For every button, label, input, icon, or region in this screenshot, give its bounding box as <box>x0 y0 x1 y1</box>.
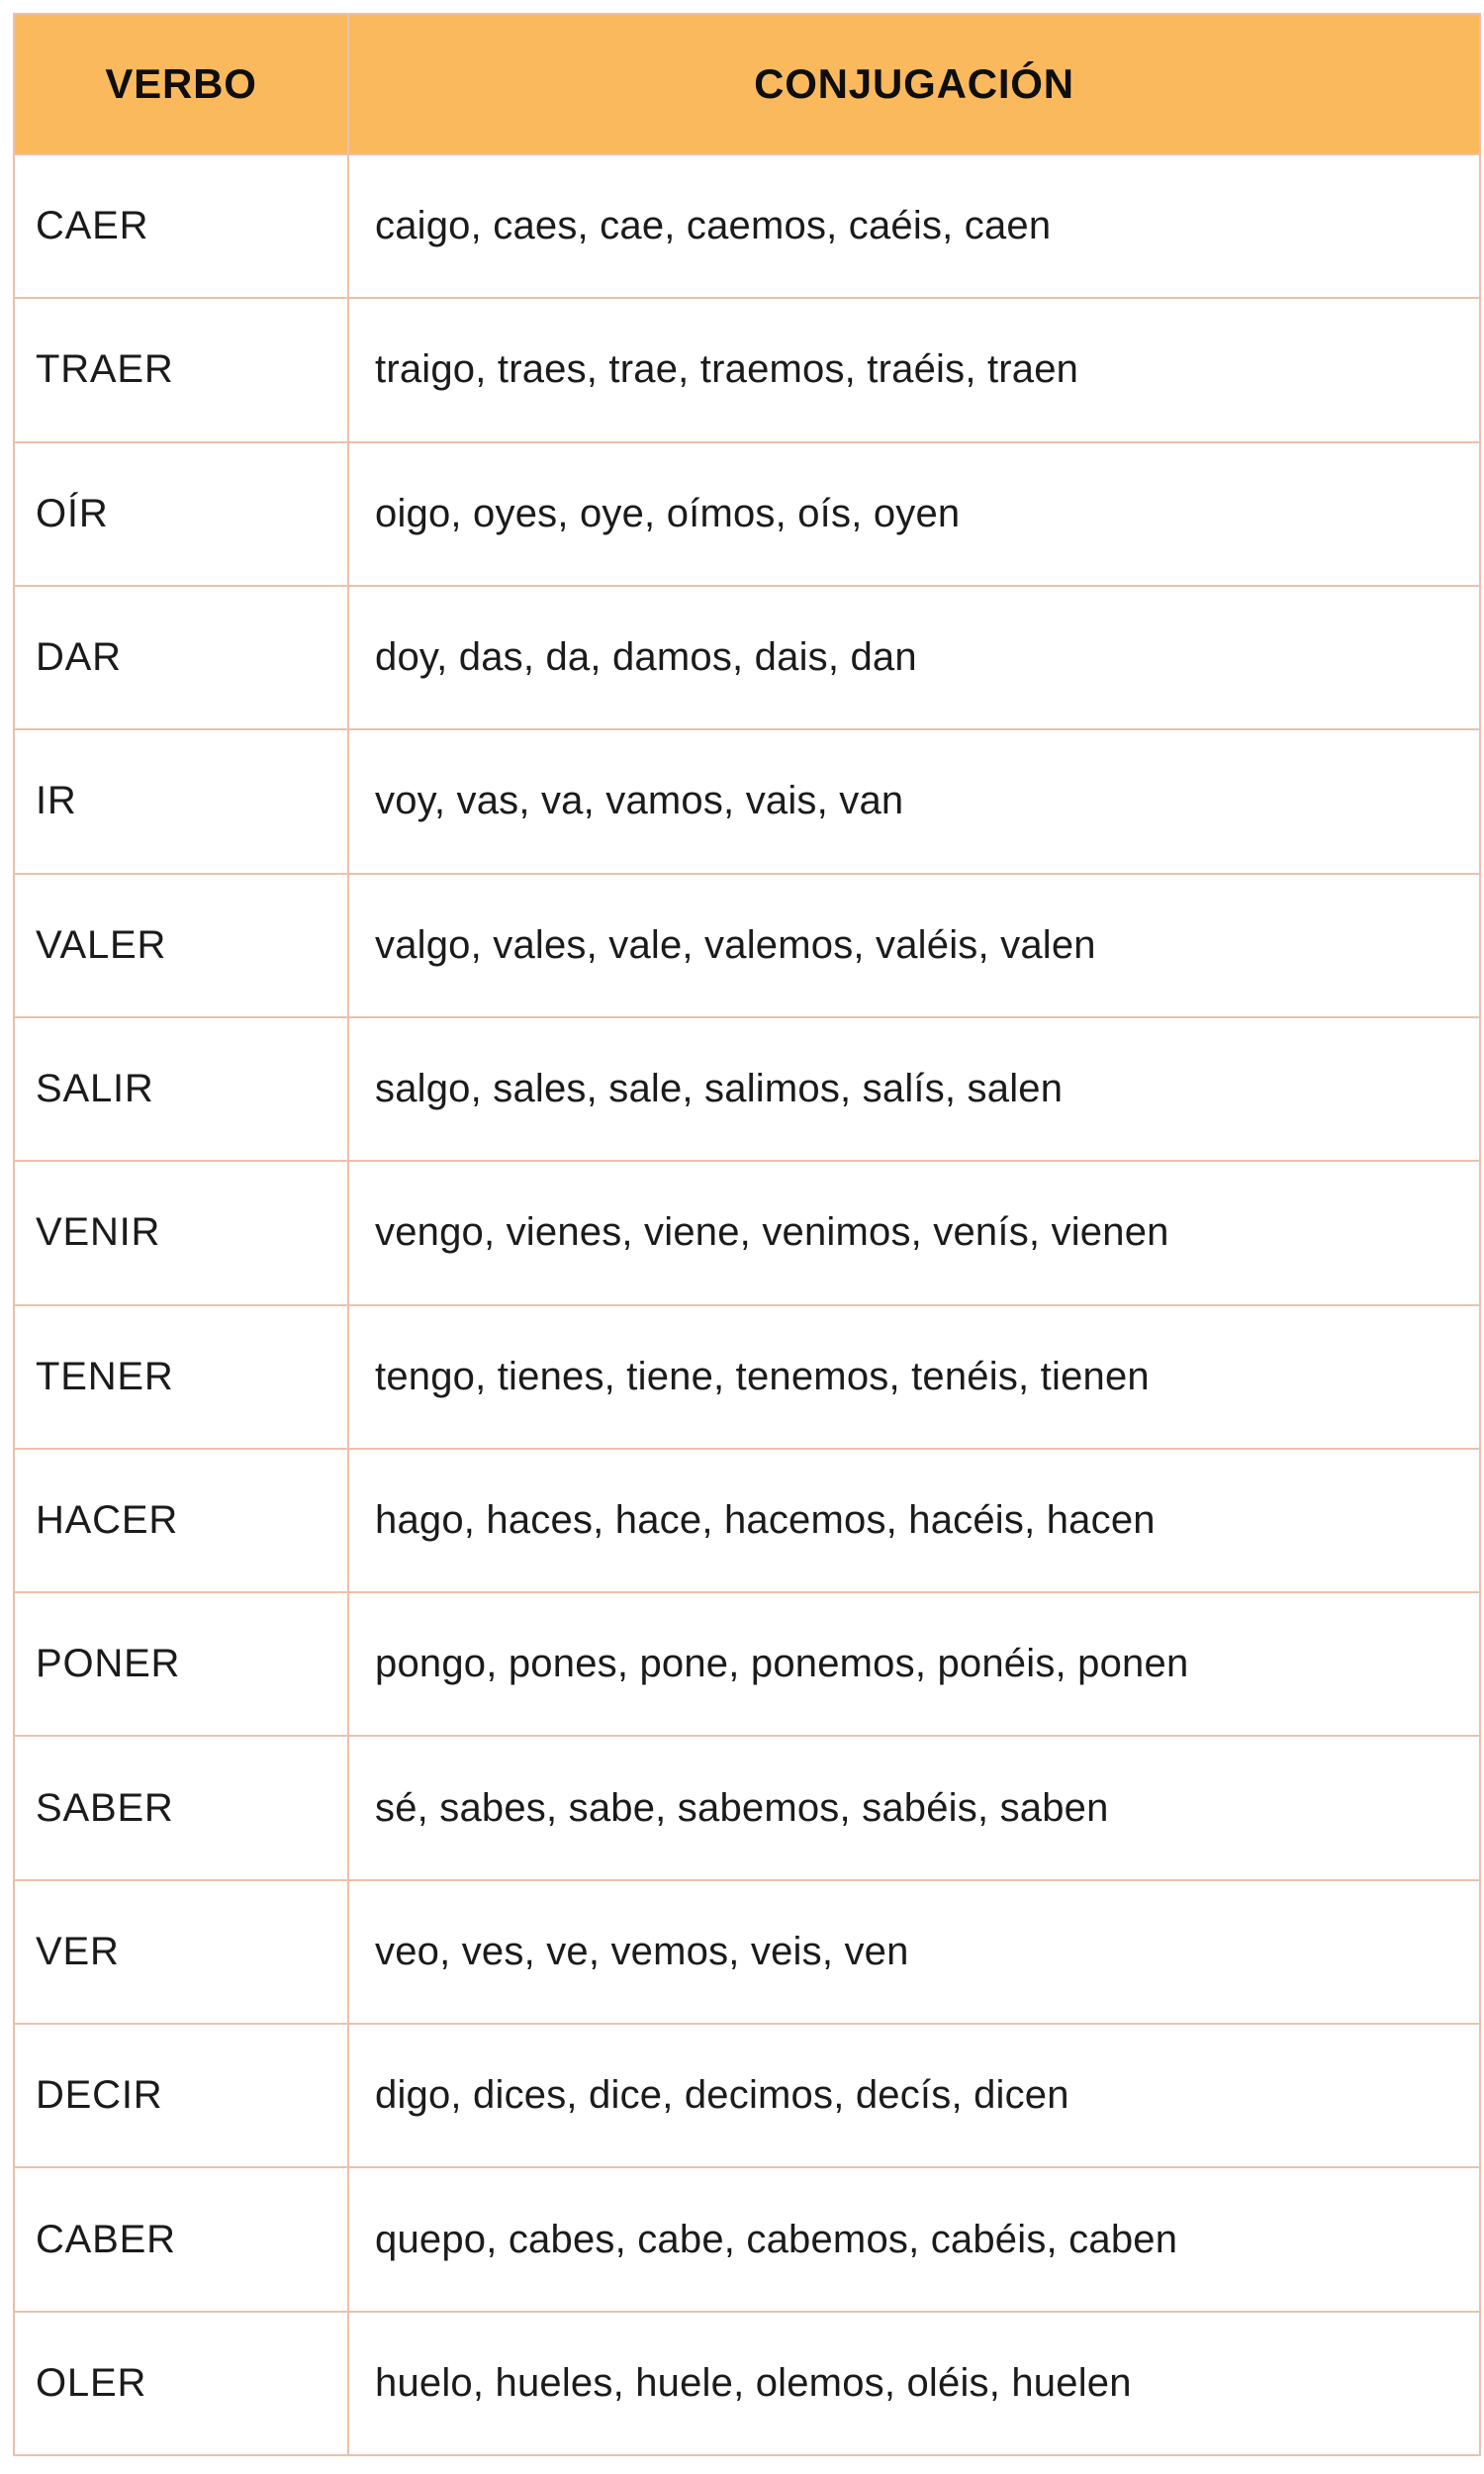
table-row <box>15 297 1479 440</box>
verb-cell: TRAER <box>15 299 349 440</box>
verb-cell: DECIR <box>15 2025 349 2166</box>
conjugation-cell: oigo, oyes, oye, oímos, oís, oyen <box>375 491 961 535</box>
table-row <box>15 2311 1479 2454</box>
conjugation-cell: voy, vas, va, vamos, vais, van <box>375 779 904 823</box>
verb-cell: PONER <box>15 1593 349 1735</box>
verb-cell: SABER <box>15 1737 349 1878</box>
verb-cell: SALIR <box>15 1018 349 1160</box>
table-row <box>15 873 1479 1016</box>
table-row <box>15 1448 1479 1591</box>
table-body <box>15 153 1479 2454</box>
conjugation-cell: hago, haces, hace, hacemos, hacéis, hacen <box>375 1497 1156 1542</box>
table-row <box>15 153 1479 297</box>
conjugation-cell: digo, dices, dice, decimos, decís, dicen <box>375 2073 1069 2118</box>
verb-cell: VER <box>15 1881 349 2023</box>
column-header-verbo: VERBO <box>15 15 349 153</box>
conjugation-cell: huelo, hueles, huele, olemos, oléis, huelen <box>375 2360 1132 2405</box>
verb-cell: CABER <box>15 2168 349 2310</box>
table-row <box>15 1160 1479 1303</box>
verb-cell: OÍR <box>15 443 349 585</box>
conjugation-cell: vengo, vienes, viene, venimos, venís, vienen <box>375 1210 1169 1255</box>
table-row <box>15 2166 1479 2310</box>
verb-cell: VALER <box>15 875 349 1016</box>
conjugation-cell: tengo, tienes, tiene, tenemos, tenéis, tienen <box>375 1354 1150 1398</box>
table-header-row <box>15 15 1479 153</box>
conjugation-cell: caigo, caes, cae, caemos, caéis, caen <box>375 204 1052 248</box>
conjugation-cell: pongo, pones, pone, ponemos, ponéis, ponen <box>375 1642 1189 1686</box>
table-row <box>15 1016 1479 1160</box>
verb-cell: TENER <box>15 1306 349 1448</box>
conjugation-table <box>13 13 1481 2456</box>
table-row <box>15 728 1479 872</box>
conjugation-cell: quepo, cabes, cabe, cabemos, cabéis, caben <box>375 2217 1178 2261</box>
verb-cell: VENIR <box>15 1162 349 1303</box>
table-row <box>15 585 1479 728</box>
conjugation-cell: veo, ves, ve, vemos, veis, ven <box>375 1929 909 1973</box>
table-row <box>15 1591 1479 1735</box>
table-row <box>15 441 1479 585</box>
table-row <box>15 1879 1479 2023</box>
verb-cell: OLER <box>15 2313 349 2454</box>
conjugation-cell: sé, sabes, sabe, sabemos, sabéis, saben <box>375 1785 1109 1830</box>
table-row <box>15 1304 1479 1448</box>
verb-cell: IR <box>15 730 349 872</box>
column-header-conjugacion: CONJUGACIÓN <box>754 60 1074 107</box>
verb-cell: CAER <box>15 155 349 297</box>
table-row <box>15 2023 1479 2166</box>
table-row <box>15 1735 1479 1878</box>
conjugation-cell: traigo, traes, trae, traemos, traéis, traen <box>375 347 1079 392</box>
conjugation-cell: valgo, vales, vale, valemos, valéis, valen <box>375 922 1096 967</box>
verb-cell: DAR <box>15 587 349 728</box>
conjugation-cell: salgo, sales, sale, salimos, salís, salen <box>375 1067 1064 1111</box>
conjugation-cell: doy, das, da, damos, dais, dan <box>375 635 917 680</box>
verb-cell: HACER <box>15 1450 349 1591</box>
